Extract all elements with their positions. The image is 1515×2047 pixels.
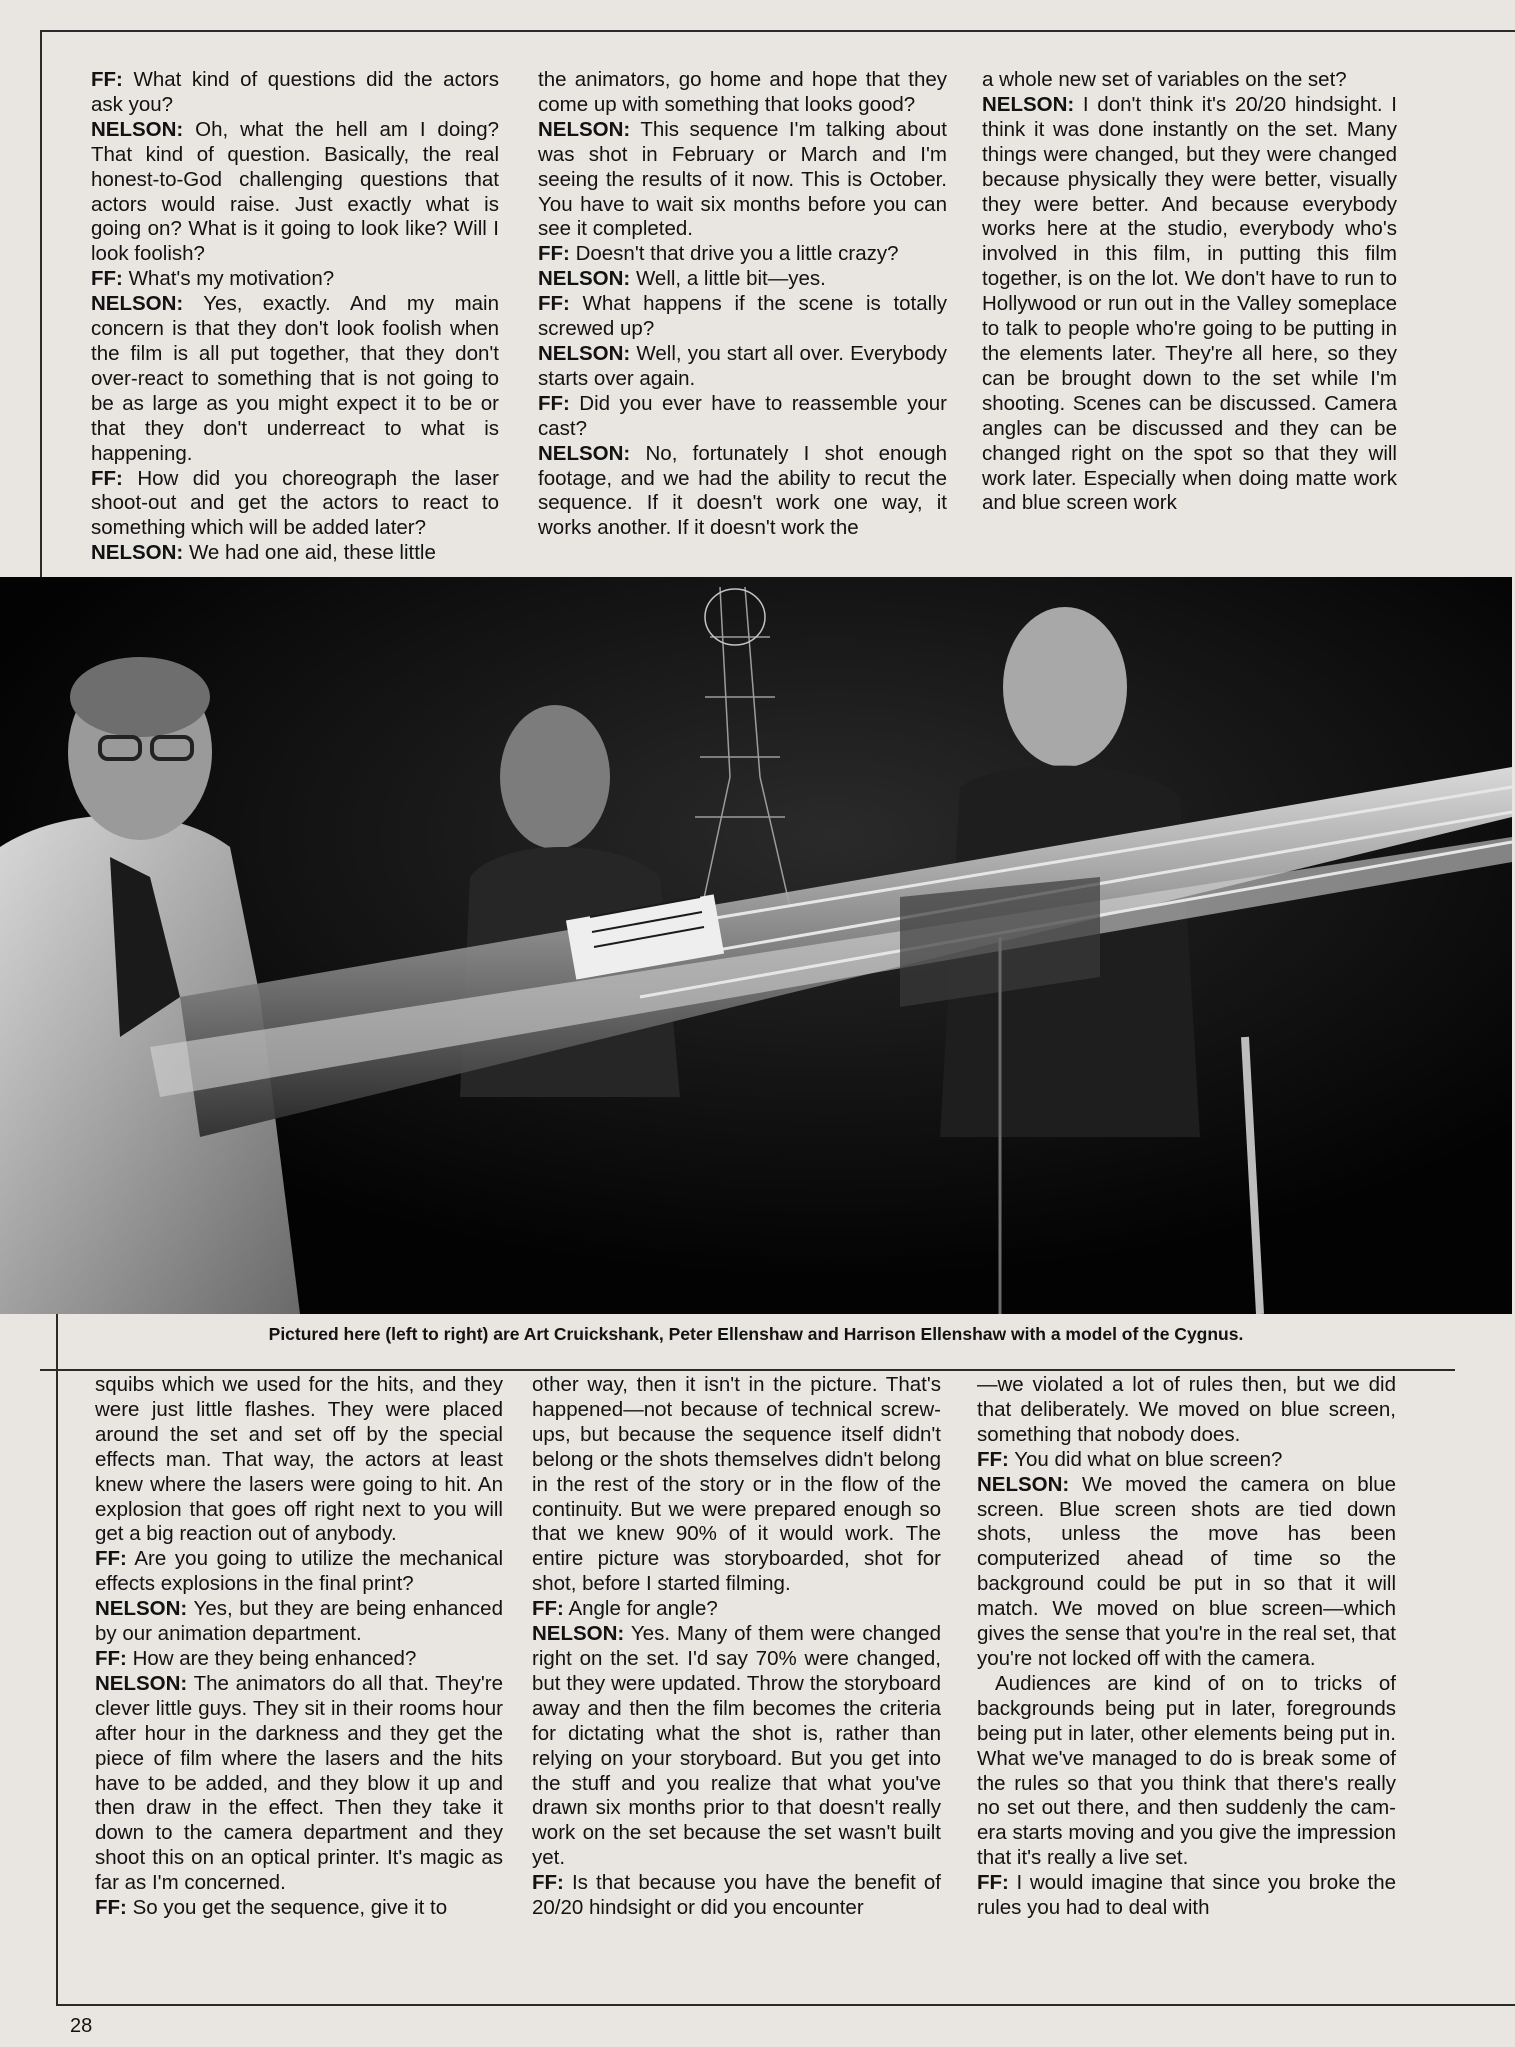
paragraph xyxy=(538,68,947,118)
speaker-label: FF: xyxy=(95,1547,127,1571)
top-rule xyxy=(40,30,1515,32)
paragraph-text: the animators, go home and hope that they come up with something that looks good? xyxy=(538,68,947,116)
paragraph-text: Doesn't that drive you a little crazy? xyxy=(569,242,899,266)
bottom-column-2 xyxy=(532,1373,941,1993)
paragraph-text: —we violated a lot of rules then, but we did that deliberately. We moved on blue screen, something that nobody does. xyxy=(977,1373,1396,1446)
top-column-2 xyxy=(538,68,947,576)
speaker-label: NELSON: xyxy=(95,1597,188,1621)
speaker-label: FF: xyxy=(91,68,123,91)
paragraph xyxy=(95,1597,503,1647)
speaker-label: FF: xyxy=(538,391,570,415)
paragraph xyxy=(977,1672,1396,1871)
paragraph-text: Yes, but they are being enhanced by our animation department. xyxy=(95,1597,503,1646)
paragraph xyxy=(532,1373,941,1597)
paragraph-text: Are you going to utilize the mechanical effects explosions in the final print? xyxy=(95,1547,503,1596)
paragraph-text: I would imagine that since you broke the rules you had to deal with xyxy=(977,1871,1396,1920)
paragraph xyxy=(95,1547,503,1597)
paragraph xyxy=(538,442,947,542)
top-left-rule xyxy=(40,30,42,577)
paragraph xyxy=(91,267,499,292)
top-column-1 xyxy=(91,68,499,576)
page-number: 28 xyxy=(70,2015,93,2037)
paragraph-text: Well, a little bit—yes. xyxy=(630,267,826,291)
paragraph xyxy=(977,1448,1396,1473)
bottom-column-1 xyxy=(95,1373,503,1993)
paragraph-text: Audiences are kind of on to tricks of backgrounds being put in later, foregrounds being put in later, other elements being put in. What we've managed to do is break some of the rules so that you think that there's really no set out there, and then suddenly the camera starts moving and you give the impression that it's really a live set. xyxy=(977,1671,1396,1870)
paragraph-text: Angle for angle? xyxy=(563,1597,718,1621)
speaker-label: FF: xyxy=(532,1871,564,1895)
speaker-label: FF: xyxy=(95,1646,127,1670)
paragraph xyxy=(95,1647,503,1672)
bottom-left-rule xyxy=(56,1314,58,2004)
speaker-label: FF: xyxy=(95,1896,127,1920)
photo-caption: Pictured here (left to right) are Art Cruickshank, Peter Ellenshaw and Harrison Ellenshaw with a model of the Cygnus. xyxy=(268,1324,1244,1344)
paragraph-text: Yes. Many of them were changed right on the set. I'd say 70% were changed, but they were updated. Throw the storyboard away and then the film becomes the criteria for dictating what the shot is, rather than relying on your storyboard. But you get into the stuff and you realize that what you've drawn six months prior to that doesn't really work on the set because the set wasn't built yet. xyxy=(532,1622,941,1870)
speaker-label: NELSON: xyxy=(95,1671,188,1695)
speaker-label: FF: xyxy=(977,1871,1009,1895)
paragraph xyxy=(532,1871,941,1921)
speaker-label: NELSON: xyxy=(982,92,1075,116)
paragraph xyxy=(91,68,499,118)
paragraph xyxy=(977,1473,1396,1672)
paragraph-text: We moved the camera on blue screen. Blue screen shots are tied down shots, unless the move has been computerized ahead of time so the background could be put in so that it will match. We moved on blue screen—which gives the sense that you're in the real set, that you're not locked off with the camera. xyxy=(977,1472,1396,1670)
paragraph xyxy=(95,1373,503,1547)
paragraph xyxy=(982,68,1397,93)
paragraph xyxy=(538,292,947,342)
speaker-label: NELSON: xyxy=(977,1472,1070,1496)
speaker-label: NELSON: xyxy=(538,441,631,465)
paragraph-text: No, fortunately I shot enough footage, and we had the ability to recut the sequence. If it doesn't work one way, it works another. If it doesn't work the xyxy=(538,441,947,540)
paragraph xyxy=(538,342,947,392)
paragraph-text: What kind of questions did the actors ask you? xyxy=(91,68,499,116)
paragraph xyxy=(977,1373,1396,1448)
speaker-label: NELSON: xyxy=(538,117,631,141)
bottom-rule xyxy=(56,2004,1515,2006)
speaker-label: NELSON: xyxy=(538,267,631,291)
paragraph xyxy=(95,1896,503,1921)
paragraph-text: How are they being enhanced? xyxy=(126,1646,417,1670)
caption-rule xyxy=(40,1369,1455,1371)
paragraph-text: other way, then it isn't in the picture. That's happened—not because of technical screw-ups, but because the sequence itself didn't belong or the shots themselves didn't belong in the rest of the story or in the flow of the continuity. But we were prepared enough so that we knew 90% of it would work. The entire picture was storyboarded, shot for shot, before I started filming. xyxy=(532,1373,941,1596)
paragraph xyxy=(532,1622,941,1871)
top-column-3 xyxy=(982,68,1397,576)
paragraph-text: The animators do all that. They're clever little guys. They sit in their rooms hour after hour in the darkness and they get the piece of film where the lasers and the hits have to be added, and they blow it up and then draw in the effect. Then they take it down to the camera department and they shoot this on an optical printer. It's magic as far as I'm concerned. xyxy=(95,1671,503,1895)
paragraph xyxy=(91,292,499,466)
paragraph xyxy=(538,267,947,292)
paragraph-text: Did you ever have to reassemble your cast? xyxy=(538,391,947,440)
paragraph-text: What's my motivation? xyxy=(122,267,335,291)
speaker-label: NELSON: xyxy=(538,341,631,365)
paragraph xyxy=(977,1871,1396,1921)
paragraph-text: Is that because you have the benefit of 20/20 hindsight or did you encounter xyxy=(532,1871,941,1920)
paragraph xyxy=(538,242,947,267)
speaker-label: FF: xyxy=(532,1597,564,1621)
paragraph-text: You did what on blue screen? xyxy=(1008,1447,1283,1471)
speaker-label: NELSON: xyxy=(91,117,184,141)
paragraph xyxy=(95,1672,503,1896)
speaker-label: FF: xyxy=(538,292,570,316)
paragraph-text: This sequence I'm talking about was shot in February or March and I'm seeing the results of it now. This is October. You have to wait six months before you can see it completed. xyxy=(538,117,947,241)
paragraph xyxy=(91,118,499,267)
speaker-label: FF: xyxy=(91,267,123,291)
paragraph xyxy=(982,93,1397,516)
speaker-label: NELSON: xyxy=(91,541,184,565)
paragraph-text: How did you choreograph the laser shoot-out and get the actors to react to something which will be added later? xyxy=(91,466,499,540)
paragraph-text: We had one aid, these little xyxy=(183,541,436,565)
paragraph xyxy=(538,118,947,243)
paragraph xyxy=(91,541,499,566)
paragraph xyxy=(532,1597,941,1622)
speaker-label: NELSON: xyxy=(532,1622,625,1646)
bottom-column-3 xyxy=(977,1373,1396,1993)
speaker-label: NELSON: xyxy=(91,292,184,316)
paragraph xyxy=(91,467,499,542)
speaker-label: FF: xyxy=(91,466,123,490)
speaker-label: FF: xyxy=(977,1447,1009,1471)
paragraph xyxy=(538,392,947,442)
paragraph-text: I don't think it's 20/20 hindsight. I think it was done instantly on the set. Many things were changed, but they were changed because physically they were better, visually they were better. And because everybody works here at the studio, everybody who's involved in this film, in putting this film together, is on the lot. We don't have to run to Hollywood or run out in the Valley someplace to talk to people who're going to be putting in the elements later. They're all here, so they can be brought down to the set while I'm shooting. Scenes can be discussed. Camera angles can be discussed and they can be changed right on the spot so that they will work later. Especially when doing matte work and blue screen work xyxy=(982,92,1397,515)
paragraph-text: squibs which we used for the hits, and they were just little flashes. They were placed around the set and set off by the special effects man. That way, the actors at least knew where the lasers were going to hit. An explosion that goes off right next to you will get a big reaction out of anybody. xyxy=(95,1373,503,1546)
photograph xyxy=(0,577,1512,1314)
paragraph-text: Oh, what the hell am I doing? That kind of question. Basically, the real honest-to-God challenging questions that actors would raise. Just exactly what is going on? What is it going to look like? Will I look foolish? xyxy=(91,117,499,266)
paragraph-text: a whole new set of variables on the set? xyxy=(982,68,1347,91)
paragraph-text: So you get the sequence, give it to xyxy=(126,1896,448,1920)
paragraph-text: Yes, exactly. And my main concern is that they don't look foolish when the film is all put together, that they don't over-react to something that is not going to be as large as you might expect it to be or that they don't underreact to what is happening. xyxy=(91,292,499,465)
paragraph-text: Well, you start all over. Everybody starts over again. xyxy=(538,341,947,390)
paragraph-text: What happens if the scene is totally screwed up? xyxy=(538,292,947,341)
speaker-label: FF: xyxy=(538,242,570,266)
